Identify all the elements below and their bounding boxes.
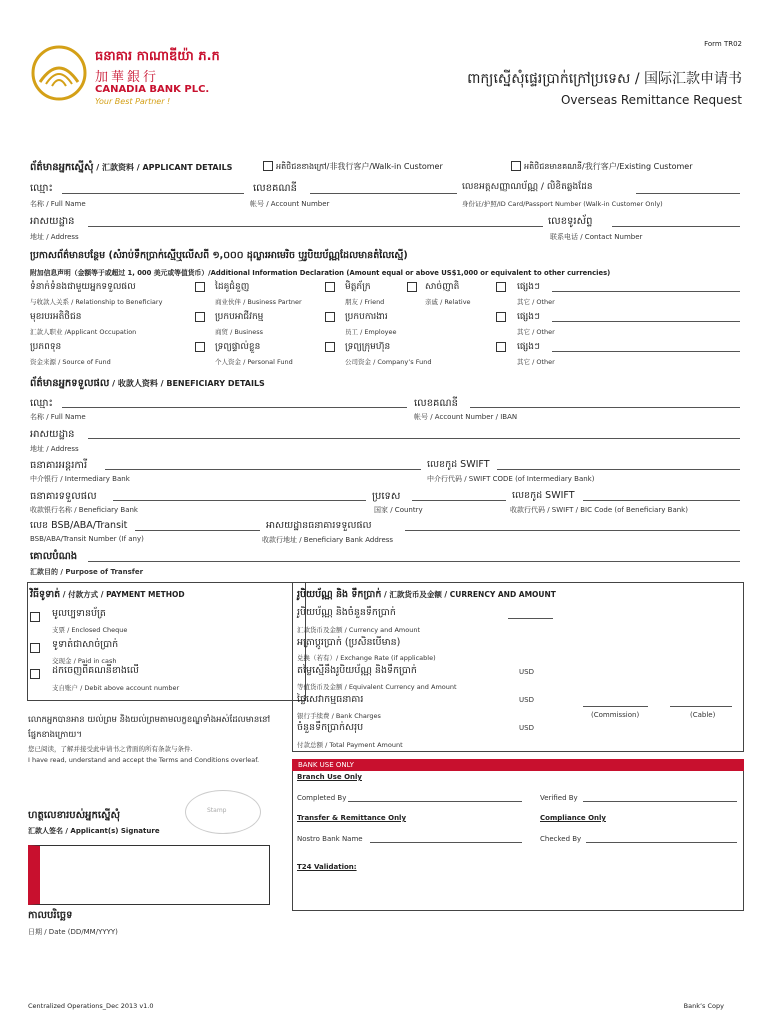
rel-relative-km: សាច់ញាតិ xyxy=(425,282,460,292)
declaration-en: I have read, understand and accept the Terms and Conditions overleaf. xyxy=(28,756,260,764)
purpose-km: គោលបំណង xyxy=(30,551,78,562)
relationship-label: 与收款人关系 / Relationship to Beneficiary xyxy=(30,298,163,306)
source-label: 资金来源 / Source of Fund xyxy=(30,358,111,366)
declaration-km: លោកអ្នកបានអាន យល់ព្រម និងយល់ព្រមតាមលក្ខខណ្ឌទាំងអស់ដែលមាននៅផ្នែកខាងក្រោយ។ xyxy=(28,715,271,740)
cur-rate-label: 兑换（若有）/ Exchange Rate (if applicable) xyxy=(297,654,436,662)
completed-by-field[interactable] xyxy=(348,801,522,802)
checked-by-label: Checked By xyxy=(540,835,582,843)
rel-other-checkbox[interactable] xyxy=(496,282,506,292)
rel-business-km: ដៃគូជំនួញ xyxy=(215,282,250,292)
cur-total-km: ចំនួនទឹកប្រាក់សរុប xyxy=(297,722,364,733)
occ-other-checkbox[interactable] xyxy=(496,312,506,322)
cur-total-unit: USD xyxy=(519,724,534,732)
src-other-label: 其它 / Other xyxy=(517,358,555,366)
swift-bene-km: លេខកូដ SWIFT xyxy=(512,490,575,501)
swift-inter-km: លេខកូដ SWIFT xyxy=(427,459,490,470)
payment-heading-km: វិធីទូទាត់ xyxy=(30,589,61,600)
pay-cash-km: ទូទាត់ជាសាច់ប្រាក់ xyxy=(52,639,119,650)
applicant-heading-km: ព័ត៌មានអ្នកស្នើសុំ xyxy=(30,162,94,173)
applicant-address-km: អាសយដ្ឋាន xyxy=(30,216,75,227)
additional-heading-cn: 附加信息声明（金额等于或超过 1, 000 美元或等值货币）/Additional Information Declaration (Amount equal or above US$1,000 or equivalent to other currencies) xyxy=(30,269,611,277)
title-km: ពាក្យស្នើសុំផ្ទេរប្រាក់ក្រៅប្រទេស / 国际汇款申请书 xyxy=(467,71,742,87)
pay-cheque-label: 支票 / Enclosed Cheque xyxy=(52,626,128,634)
pay-debit-checkbox[interactable] xyxy=(30,669,40,679)
applicant-address-field[interactable] xyxy=(88,226,543,227)
src-other-km: ផ្សេងៗ xyxy=(517,342,540,352)
cur-total-label: 付款总额 / Total Payment Amount xyxy=(297,741,403,749)
src-other-field[interactable] xyxy=(552,351,740,352)
bank-name-en: CANADIA BANK PLC. xyxy=(95,84,210,95)
rel-other-label: 其它 / Other xyxy=(517,298,555,306)
bank-name-km: ធនាគារ កាណាឌីយ៉ា ភ.ក xyxy=(95,49,220,64)
country-field[interactable] xyxy=(412,500,506,501)
occupation-label: 汇款人职业 /Applicant Occupation xyxy=(30,328,137,336)
title-en: Overseas Remittance Request xyxy=(560,93,742,107)
bank-use-header xyxy=(292,759,744,771)
additional-heading-km: ប្រកាសព័ត៌មានបន្ថែម (សំរាប់ទឹកប្រាក់ស្មើឬលើសពី ១,០០០ ដុល្លារអាមេរិច ឬរូបិយប័ណ្ណដែលមានតំលៃស្មើ) xyxy=(30,250,408,261)
src-company-label: 公司资金 / Company’s Fund xyxy=(345,358,432,366)
pay-debit-km: ដកចេញពីគណនីខាងលើ xyxy=(52,665,139,676)
rel-friend-label: 朋友 / Friend xyxy=(345,298,385,306)
rel-relative-checkbox[interactable] xyxy=(407,282,417,292)
beneficiary-heading-rest: / 收款人资料 / BENEFICIARY DETAILS xyxy=(109,379,265,388)
bank-name-cn: 加華銀行 xyxy=(95,70,160,85)
rel-other-km: ផ្សេងៗ xyxy=(517,282,540,292)
bank-address-field[interactable] xyxy=(405,530,740,531)
signature-label: 汇款人签名 / Applicant(s) Signature xyxy=(28,827,160,835)
occ-business-checkbox[interactable] xyxy=(195,312,205,322)
bene-account-field[interactable] xyxy=(470,407,740,408)
beneficiary-heading-km: ព័ត៌មានអ្នកទទួលផល xyxy=(30,378,110,389)
footer-copy: Bank’s Copy xyxy=(683,1002,724,1010)
src-company-checkbox[interactable] xyxy=(325,342,335,352)
pay-cheque-checkbox[interactable] xyxy=(30,612,40,622)
inter-bank-km: ធនាគារអន្តរការី xyxy=(30,460,88,471)
occ-business-km: ប្រកបអាជីវកម្ម xyxy=(215,312,264,322)
cur-rate-unit: USD xyxy=(519,668,534,676)
footer-version: Centralized Operations_Dec 2013 v1.0 xyxy=(28,1002,154,1010)
bank-address-label: 收款行地址 / Beneficiary Bank Address xyxy=(262,536,394,544)
existing-label: អតិថិជនមានគណនី/我行客户/Existing Customer xyxy=(524,162,693,171)
src-personal-label: 个人资金 / Personal Fund xyxy=(215,358,293,366)
cur-equiv-label: 等值货币及金额 / Equivalent Currency and Amount xyxy=(297,683,457,691)
existing-checkbox[interactable] xyxy=(511,161,521,171)
bsb-label: BSB/ABA/Transit Number (If any) xyxy=(30,535,144,543)
walkin-label: អតិថិជនខាងក្រៅ/非我行客户/Walk-in Customer xyxy=(276,162,443,171)
src-company-km: ទ្រព្យក្រុមហ៊ុន xyxy=(345,342,391,352)
nostro-field[interactable] xyxy=(370,842,522,843)
date-label: 日期 / Date (DD/MM/YYYY) xyxy=(28,928,118,936)
applicant-heading-rest: / 汇款资料 / APPLICANT DETAILS xyxy=(93,163,233,172)
applicant-account-field[interactable] xyxy=(310,193,457,194)
applicant-name-label: 名称 / Full Name xyxy=(30,200,86,208)
cur-equiv-unit: USD xyxy=(519,696,534,704)
cur-cable-field[interactable] xyxy=(670,706,732,707)
occ-other-km: ផ្សេងៗ xyxy=(517,312,540,322)
occupation-km: មុខរបរអតិថិជន xyxy=(30,312,82,322)
cur-amount-km: រូបិយប័ណ្ណ និងចំនួនទឹកប្រាក់ xyxy=(297,607,396,618)
occ-other-field[interactable] xyxy=(552,321,740,322)
occ-other-label: 其它 / Other xyxy=(517,328,555,336)
applicant-phone-km: លេខទូរស័ព្ទ xyxy=(548,216,593,227)
pay-cheque-km: មូលប្បទានប័ត្រ xyxy=(52,608,106,619)
bsb-km: លេខ BSB/ABA/Transit xyxy=(30,520,128,531)
currency-heading-km: រូបិយប័ណ្ណ និង ទឹកប្រាក់ xyxy=(297,589,382,600)
occ-business-label: 商贸 / Business xyxy=(215,328,263,336)
rel-other-field[interactable] xyxy=(552,291,740,292)
source-km: ប្រភពទុន xyxy=(30,342,62,352)
bsb-field[interactable] xyxy=(135,530,260,531)
swift-bene-field[interactable] xyxy=(583,500,740,501)
occ-employee-label: 员工 / Employee xyxy=(345,328,397,336)
cur-commission-field[interactable] xyxy=(583,706,648,707)
bene-name-label: 名称 / Full Name xyxy=(30,413,86,421)
applicant-id-km: លេខអត្តសញ្ញាណប័ណ្ណ / លិខិតឆ្លងដែន xyxy=(462,182,593,192)
branch-use-label: Branch Use Only xyxy=(297,773,362,781)
currency-heading xyxy=(297,588,556,602)
stamp-label: Stamp xyxy=(207,807,227,814)
rel-business-checkbox[interactable] xyxy=(195,282,205,292)
occ-employee-checkbox[interactable] xyxy=(325,312,335,322)
verified-by-label: Verified By xyxy=(540,794,578,802)
src-personal-km: ទ្រព្យផ្ទាល់ខ្លួន xyxy=(215,342,261,352)
bene-address-km: អាសយដ្ឋាន xyxy=(30,429,75,440)
applicant-phone-label: 联系电话 / Contact Number xyxy=(550,233,643,241)
bank-address-km: អាសយដ្ឋានធនាគារទទួលផល xyxy=(266,520,372,531)
rel-relative-label: 亲戚 / Relative xyxy=(425,298,471,306)
occ-employee-km: ប្រកបការងារ xyxy=(345,312,388,322)
cur-rate-km: អត្រាប្តូរប្រាក់ (ប្រសិនបើមាន) xyxy=(297,637,401,648)
pay-debit-label: 支自账户 / Debit above account number xyxy=(52,684,180,692)
swift-bene-label: 收款行代码 / SWIFT / BIC Code (of Beneficiary Bank) xyxy=(510,506,688,514)
bene-account-label: 帐号 / Account Number / IBAN xyxy=(414,413,518,421)
applicant-id-field[interactable] xyxy=(636,193,740,194)
form-number: Form TR02 xyxy=(704,40,742,48)
transfer-only-label: Transfer & Remittance Only xyxy=(297,814,407,822)
walkin-checkbox[interactable] xyxy=(263,161,273,171)
inter-bank-label: 中介银行 / Intermediary Bank xyxy=(30,475,130,483)
applicant-account-label: 帐号 / Account Number xyxy=(250,200,330,208)
bene-account-km: លេខគណនី xyxy=(414,398,458,409)
cur-amount-label: 汇款货币及金额 / Currency and Amount xyxy=(297,626,421,634)
cur-amount-field[interactable] xyxy=(508,618,553,619)
bene-bank-km: ធនាគារទទួលផល xyxy=(30,491,97,502)
country-label: 国家 / Country xyxy=(374,506,423,514)
pay-cash-label: 交现金 / Paid in cash xyxy=(52,657,117,665)
beneficiary-heading xyxy=(30,376,265,391)
src-personal-checkbox[interactable] xyxy=(195,342,205,352)
currency-box-divider xyxy=(292,582,293,752)
applicant-address-label: 地址 / Address xyxy=(30,233,79,241)
date-km: កាលបរិច្ឆេទ xyxy=(28,910,73,921)
cur-charges-km: ថ្លៃសេវាកម្មធនាគារ xyxy=(297,694,364,705)
applicant-name-km: ឈ្មោះ xyxy=(30,183,53,194)
bene-address-field[interactable] xyxy=(88,438,740,439)
applicant-account-km: លេខគណនី xyxy=(253,183,297,194)
bank-logo xyxy=(30,44,88,102)
applicant-phone-field[interactable] xyxy=(612,226,740,227)
rel-business-label: 商业伙伴 / Business Partner xyxy=(215,298,302,306)
checked-by-field[interactable] xyxy=(586,842,737,843)
purpose-label: 汇款目的 / Purpose of Transfer xyxy=(30,568,144,576)
src-other-checkbox[interactable] xyxy=(496,342,506,352)
purpose-field[interactable] xyxy=(88,561,740,562)
completed-by-label: Completed By xyxy=(297,794,347,802)
bene-name-km: ឈ្មោះ xyxy=(30,398,53,409)
t24-label: T24 Validation: xyxy=(297,863,357,871)
relationship-km: ទំនាក់ទំនងជាមួយអ្នកទទួលផល xyxy=(30,282,136,292)
verified-by-field[interactable] xyxy=(583,801,737,802)
applicant-name-field[interactable] xyxy=(62,193,244,194)
signature-box[interactable] xyxy=(28,845,270,905)
cur-charges-label: 银行手续费 / Bank Charges xyxy=(297,712,381,720)
payment-heading xyxy=(30,588,185,602)
pay-cash-checkbox[interactable] xyxy=(30,643,40,653)
bene-bank-field[interactable] xyxy=(113,500,366,501)
rel-friend-km: មិត្តភ័ក្រ xyxy=(345,282,371,292)
bank-use-header-label: BANK USE ONLY xyxy=(298,761,354,769)
applicant-id-label: 身份证/护照/ID Card/Passport Number (Walk-in Customer Only) xyxy=(462,200,663,208)
bene-address-label: 地址 / Address xyxy=(30,445,79,453)
applicant-heading xyxy=(30,160,232,175)
payment-heading-rest: / 付款方式 / PAYMENT METHOD xyxy=(60,590,185,599)
cur-cable-label: (Cable) xyxy=(690,711,716,719)
bank-slogan: Your Best Partner ! xyxy=(95,97,171,106)
nostro-label: Nostro Bank Name xyxy=(297,835,363,843)
inter-bank-field[interactable] xyxy=(105,469,421,470)
swift-inter-label: 中介行代码 / SWIFT CODE (of Intermediary Bank) xyxy=(427,475,595,483)
cur-commission-label: (Commission) xyxy=(591,711,640,719)
declaration-cn: 您已阅读，了解并接受此申请书之背面的所有条款与条件. xyxy=(28,745,193,753)
country-km: ប្រទេស xyxy=(372,491,401,502)
bene-bank-label: 收款银行名称 / Beneficiary Bank xyxy=(30,506,138,514)
currency-heading-rest: / 汇款货币及金额 / CURRENCY AND AMOUNT xyxy=(381,590,556,599)
compliance-only-label: Compliance Only xyxy=(540,814,606,822)
bene-name-field[interactable] xyxy=(62,407,407,408)
swift-inter-field[interactable] xyxy=(497,469,740,470)
cur-equiv-km: តម្លៃស្មើនឹងរូបិយប័ណ្ណ និងទឹកប្រាក់ xyxy=(297,665,417,676)
rel-friend-checkbox[interactable] xyxy=(325,282,335,292)
signature-km: ហត្ថលេខារបស់អ្នកស្នើសុំ xyxy=(28,810,121,821)
